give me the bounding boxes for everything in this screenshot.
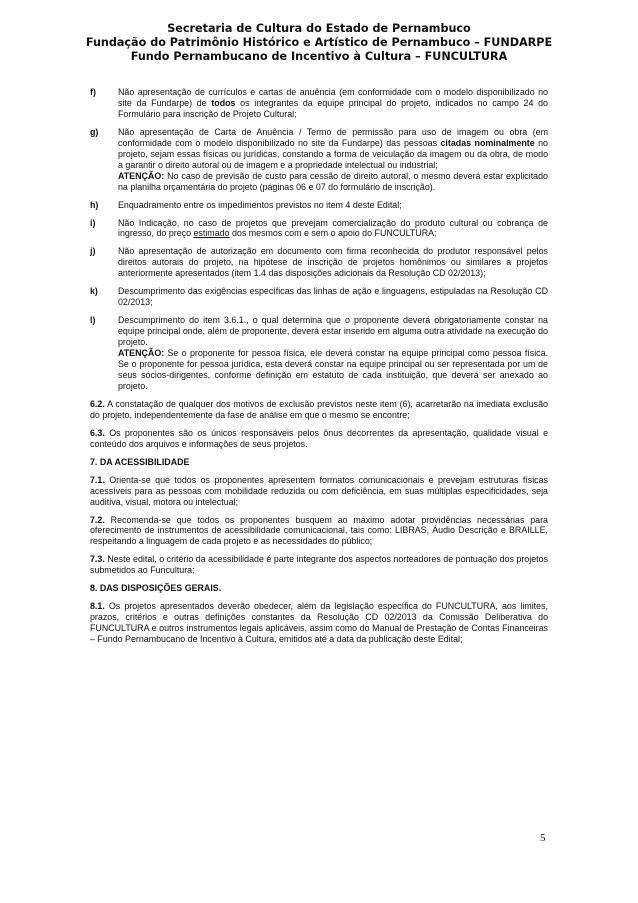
paragraph-number: 7.2. — [90, 514, 105, 525]
paragraph-number: 6.3. — [90, 427, 105, 438]
item-marker: f) — [90, 87, 96, 97]
attention-note: ATENÇÃO: Se o proponente for pessoa física, ele deverá constar na equipe principal como pessoa física. Se o proponente for pessoa jurídica, esta deverá constar na equipe principal ou ser representada por um de seus sócios-dirigentes, conforme definição em estatuto de cada instituição, que deverá ser anexado ao projeto. — [118, 348, 548, 391]
header-line-3: Fundo Pernambucano de Incentivo à Cultura – FUNCULTURA — [130, 50, 508, 63]
item-text: Enquadramento entre os impedimentos previstos no item 4 deste Edital; — [118, 199, 402, 210]
list-item-h — [90, 200, 548, 211]
document-header — [40, 22, 598, 64]
list-item-j — [90, 246, 548, 279]
paragraph-7-2: 7.2. Recomenda-se que todos os proponentes busquem ao máximo adotar providências necessárias para oferecimento de instrumentos de acessibilidade comunicacional, tais como: LIBRAS, Áudio Descrição e BRAILLE, respeitando a linguagem de cada projeto e as necessidades do público; — [90, 514, 548, 547]
paragraph-6-2: 6.2. A constatação de qualquer dos motivos de exclusão previstos neste item (6), acarretarão na imediata exclusão do projeto, independentemente da fase de análise em que o mesmo se encontre; — [90, 398, 548, 420]
page-number: 5 — [540, 832, 546, 844]
section-heading-8: 8. DAS DISPOSIÇÕES GERAIS. — [90, 583, 222, 594]
list-item-k — [90, 286, 548, 308]
attention-label: ATENÇÃO: — [118, 348, 165, 359]
header-line-2: Fundação do Patrimônio Histórico e Artístico de Pernambuco – FUNDARPE — [85, 36, 553, 49]
paragraph-number: 8.1. — [90, 601, 105, 612]
section-heading-7: 7. DA ACESSIBILIDADE — [90, 456, 190, 467]
document-body — [90, 87, 548, 652]
emphasis-text: citadas nominalmente — [440, 137, 535, 148]
item-marker: g) — [90, 126, 99, 137]
item-marker: i) — [90, 217, 96, 228]
paragraph-number: 7.1. — [90, 474, 105, 485]
item-text: Descumprimento das exigências específicas das linhas de ação e linguagens, estipuladas na Resolução CD 02/2013; — [118, 286, 548, 308]
list-item-i — [90, 218, 548, 240]
item-marker: j) — [90, 246, 96, 257]
attention-note: ATENÇÃO: No caso de previsão de custo para cessão de direito autoral, o mesmo deverá estar explicitado na planilha orçamentária do projeto (páginas 06 e 07 do formulário de inscrição). — [118, 170, 548, 192]
item-text: Não apresentação de currículos e cartas de anuência (em conformidade com o modelo disponibilizado no site da Fundarpe) de todos os integrantes da equipe principal do projeto, indicados no campo 24 do Formulário para inscrição de Projeto Cultural; — [118, 87, 548, 119]
item-text: Não apresentação de Carta de Anuência / Termo de permissão para uso de imagem ou obra (em conformidade com o modelo disponibilizado no site da Fundarpe) das pessoas citadas nominalmente no projeto, sejam essas físicas ou jurídicas, constando a forma de veiculação da imagem ou da obra, de modo a garantir o direito autoral ou de imagem e a propriedade intelectual ou industrial; — [118, 126, 548, 170]
paragraph-7-1: 7.1. Orienta-se que todos os proponentes apresentem formatos comunicacionais e prevejam estruturas físicas acessíveis para as pessoas com mobilidade reduzida ou com deficiência, em suas múltiplas especificidades, seja auditiva, visual, motora ou intelectual; — [90, 474, 548, 507]
attention-label: ATENÇÃO: — [118, 170, 165, 181]
paragraph-8-1: 8.1. Os projetos apresentados deverão obedecer, além da legislação específica do FUNCULTURA, aos limites, prazos, critérios e outras definições constantes da Resolução CD 02/2013 da Comissão Deliberativa do FUNCULTURA e outros instrumentos legais aplicáveis, assim como do Manual de Prestação de Contas Financeiras – Fundo Pernambucano de Incentivo à Cultura, emitidos até a data da publicação deste Edital; — [90, 601, 548, 645]
header-line-1: Secretaria de Cultura do Estado de Pernambuco — [167, 22, 471, 35]
paragraph-number: 6.2. — [90, 398, 105, 409]
item-text: Descumprimento do item 3.6.1., o qual determina que o proponente deverá obrigatoriamente constar na equipe principal onde, além de proponente, deverá estar inserido em alguma outra atividade na execução do projeto. — [118, 315, 548, 348]
item-text: Não Indicação, no caso de projetos que prevejam comercialização do produto cultural ou cobrança de ingresso, do preço estimado dos mesmos com e sem o apoio do FUNCULTURA; — [118, 217, 548, 239]
item-text: Não apresentação de autorização em documento com firma reconhecida do produtor responsável pelos direitos autorais do projeto, na hipótese de inscrição de projetos homônimos ou similares a projetos anteriormente apresentados (item 1.4 das disposições adicionais da Resolução CD 02/2013); — [118, 246, 548, 279]
paragraph-7-3: 7.3. Neste edital, o critério da acessibilidade é parte integrante dos aspectos norteadores de pontuação dos projetos submetidos ao Funcultura; — [90, 554, 548, 576]
item-marker: l) — [90, 315, 96, 326]
list-item-f — [90, 87, 548, 120]
underlined-text: estimado — [193, 228, 230, 239]
item-marker: h) — [90, 199, 99, 210]
paragraph-number: 7.3. — [90, 554, 105, 565]
list-item-g — [90, 127, 548, 193]
emphasis-text: todos — [211, 97, 236, 108]
paragraph-6-3: 6.3. Os proponentes são os únicos responsáveis pelos ônus decorrentes da apresentação, qualidade visual e conteúdo dos arquivos e informações de seus projetos. — [90, 427, 548, 449]
list-item-l — [90, 315, 548, 392]
item-marker: k) — [90, 286, 98, 297]
